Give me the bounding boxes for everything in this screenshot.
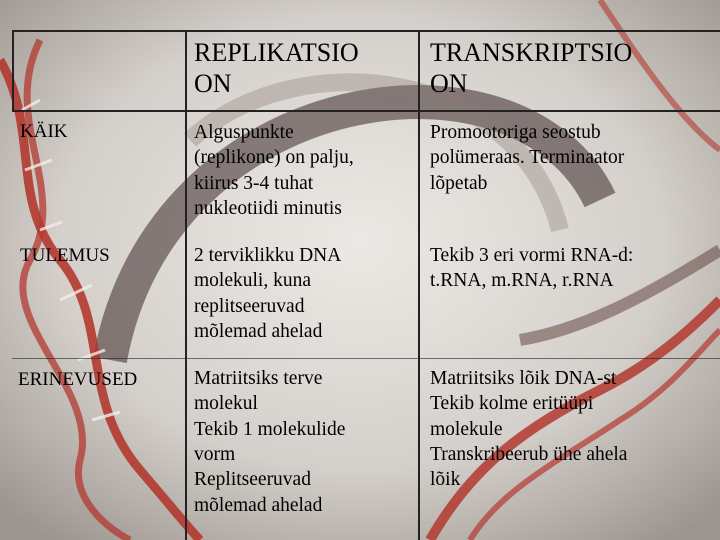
cell-text-line: (replikone) on palju,: [194, 147, 354, 169]
cell-text-line: replitseeruvad: [194, 295, 305, 317]
header-text-line: ON: [430, 69, 468, 99]
cell-text-line: vorm: [194, 444, 236, 466]
cell-text-line: lõpetab: [430, 172, 488, 194]
cell-text-line: Transkribeerub ühe ahela: [430, 444, 628, 466]
cell-kaik-replikatsioon: [194, 120, 354, 221]
header-text-line: TRANSKRIPTSIO: [430, 38, 633, 67]
cell-text-line: Replitseeruvad: [194, 469, 311, 491]
cell-text-line: molekule: [430, 418, 503, 440]
header-text-line: REPLIKATSIO: [194, 38, 359, 67]
cell-kaik-transkriptsioon: [430, 120, 624, 196]
cell-text-line: nukleotiidi minutis: [194, 198, 342, 220]
cell-tulemus-transkriptsioon: [430, 243, 633, 294]
table-left-border: [12, 30, 14, 110]
cell-text-line: Tekib 3 eri vormi RNA-d:: [430, 245, 634, 266]
header-transkriptsioon: [430, 37, 632, 99]
cell-text-line: Matriitsiks lõik DNA-st: [430, 368, 617, 389]
cell-tulemus-replikatsioon: [194, 243, 341, 344]
cell-erinevused-transkriptsioon: [430, 366, 627, 493]
cell-erinevused-replikatsioon: [194, 366, 345, 518]
cell-text-line: Tekib 1 molekulide: [194, 418, 346, 440]
row-separator-3: [12, 358, 720, 359]
cell-text-line: mõlemad ahelad: [194, 321, 323, 343]
cell-text-line: Matriitsiks terve: [194, 368, 323, 389]
row-label-tulemus: TULEMUS: [20, 245, 110, 266]
header-text-line: ON: [194, 69, 232, 99]
row-label-erinevused: ERINEVUSED: [18, 369, 138, 390]
row-label-kaik: KÄIK: [20, 121, 68, 142]
cell-text-line: 2 terviklikku DNA: [194, 245, 342, 266]
cell-text-line: molekul: [194, 393, 258, 415]
header-separator: [12, 110, 720, 112]
cell-text-line: t.RNA, m.RNA, r.RNA: [430, 270, 614, 292]
table-top-border: [12, 30, 720, 32]
cell-text-line: kiirus 3-4 tuhat: [194, 172, 314, 194]
column-divider-2: [418, 30, 420, 540]
cell-text-line: mõlemad ahelad: [194, 494, 323, 516]
cell-text-line: lõik: [430, 469, 461, 491]
header-replikatsioon: [194, 37, 359, 99]
column-divider-1: [185, 30, 187, 540]
cell-text-line: Alguspunkte: [194, 122, 294, 143]
cell-text-line: polümeraas. Terminaator: [430, 147, 625, 169]
cell-text-line: Promootoriga seostub: [430, 122, 601, 143]
cell-text-line: Tekib kolme eritüüpi: [430, 393, 594, 415]
cell-text-line: molekuli, kuna: [194, 270, 311, 292]
